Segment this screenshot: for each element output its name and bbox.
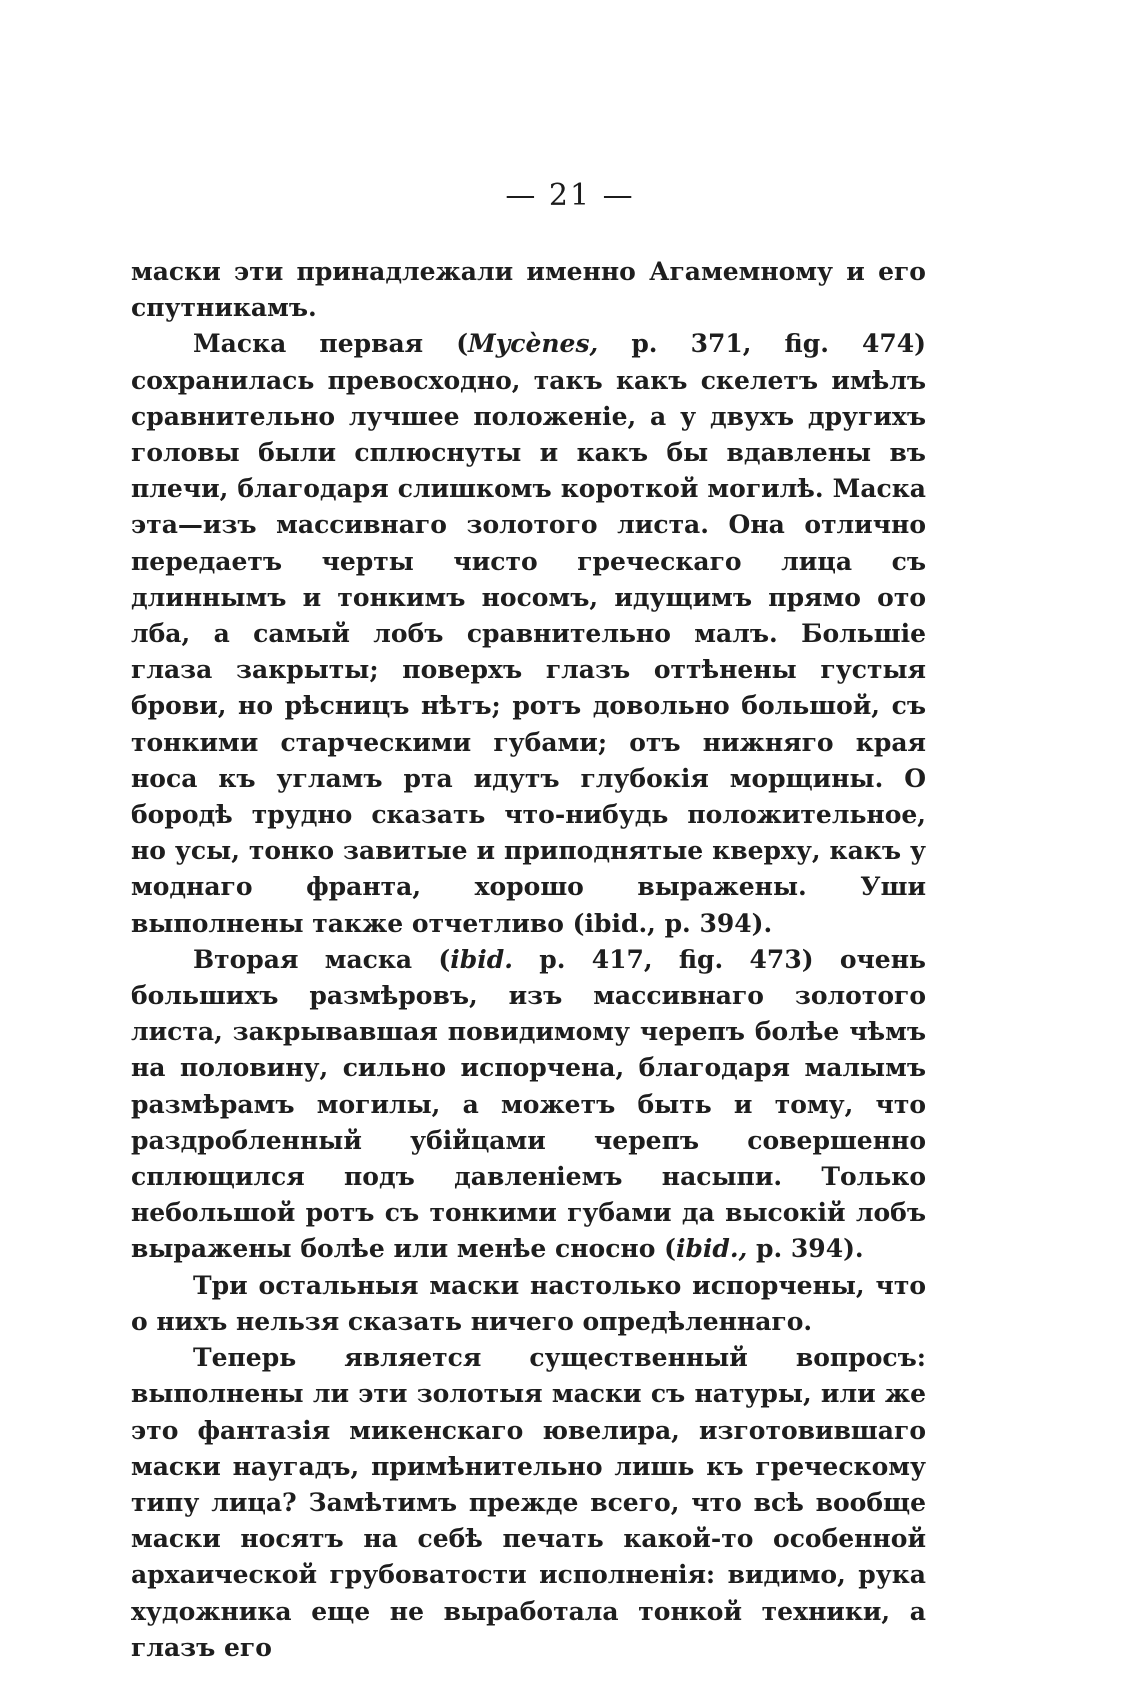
text-segment: Маска первая ( [193,329,469,359]
paragraph-1 [131,254,926,326]
text-segment: Вторая маска ( [193,944,451,974]
text-segment: Три остальныя маски настолько испорчены, что о нихъ нельзя сказать ничего опредѣленнаго. [131,1270,926,1336]
paragraph-3 [131,942,926,1268]
text-segment: p. 417, fig. 473) очень большихъ размѣровъ, изъ массивнаго золотого листа, закрывавшая повидимому черепъ болѣе чѣмъ на половину, сильно испорчена, благодаря малымъ размѣрамъ могилы, а можетъ быть и тому, что раздробленный убійцами черепъ совершенно сплющился подъ давленіемъ насыпи. Только небольшой ротъ съ тонкими губами да высокій лобъ выражены болѣе или менѣе сносно ( [131,944,926,1264]
paragraph-4 [131,1268,926,1340]
text-segment: p. 394). [747,1234,864,1264]
italic-reference: ibid. [450,944,513,974]
italic-reference: ibid., [675,1234,748,1264]
paragraph-2 [131,326,926,941]
text-segment: маски эти принадлежали именно Агамемному и его спутникамъ. [131,257,926,323]
body-text [131,254,926,1666]
text-segment: Теперь является существенный вопросъ: выполнены ли эти золотыя маски съ натуры, или же это фантазія микенскаго ювелира, изготовившаго маски наугадъ, примѣнительно лишь къ греческому типу лица? Замѣтимъ прежде всего, что всѣ вообще маски носятъ на себѣ печать какой-то особенной архаической грубоватости исполненія: видимо, рука художника еще не выработала тонкой техники, а глазъ его [131,1343,926,1662]
text-segment: p. 371, fig. 474) сохранилась превосходно, такъ какъ скелетъ имѣлъ сравнительно лучшее положеніе, а у двухъ другихъ головы были сплюснуты и какъ бы вдавлены въ плечи, благодаря слишкомъ короткой могилѣ. Маска эта—изъ массивнаго золотого листа. Она отлично передаетъ черты чисто греческаго лица съ длиннымъ и тонкимъ носомъ, идущимъ прямо ото лба, а самый лобъ сравнительно малъ. Большіе глаза закрыты; поверхъ глазъ оттѣнены густыя брови, но рѣсницъ нѣтъ; ротъ довольно большой, съ тонкими старческими губами; отъ нижняго края носа къ угламъ рта идутъ глубокія морщины. О бородѣ трудно сказать что-нибудь положительное, но усы, тонко завитые и приподнятые кверху, какъ у моднаго франта, хорошо выражены. Уши выполнены также отчетливо (ibid., p. 394). [131,329,926,938]
page-number: — 21 — [505,178,635,213]
italic-reference: Mycènes, [468,329,599,359]
paragraph-5 [131,1340,926,1666]
